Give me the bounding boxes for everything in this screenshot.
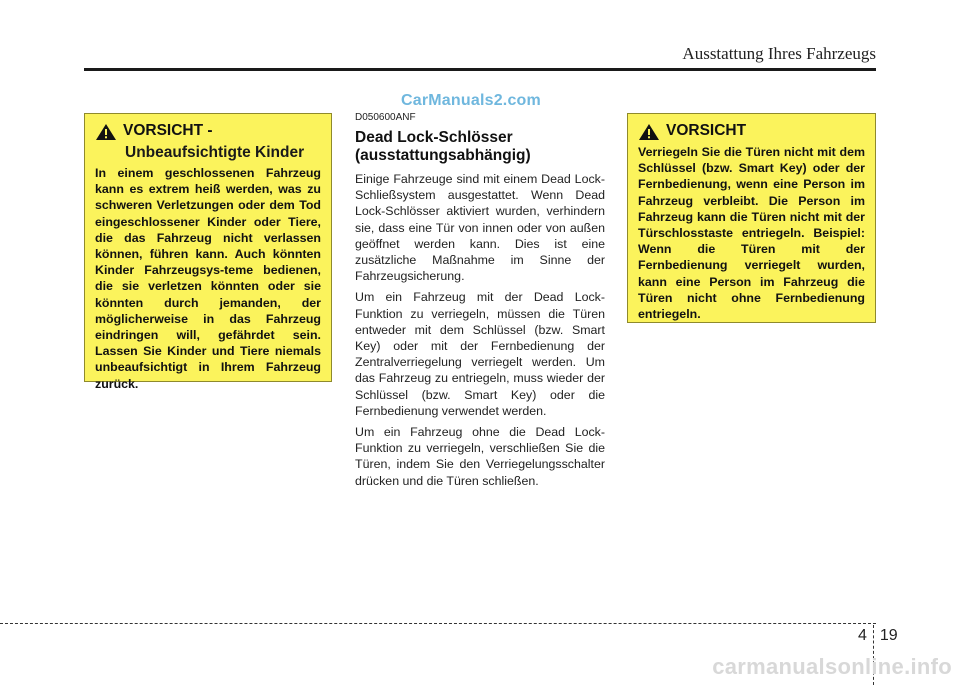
section-paragraph: Um ein Fahrzeug ohne die Dead Lock-Funktion zu verriegeln, verschließen Sie die Türen, indem Sie den Verriegelungsschalter drücken und die Türen schließen.	[355, 425, 605, 488]
caution-body-text: In einem geschlossenen Fahrzeug kann es extrem heiß werden, was zu schweren Verletzungen oder dem Tod eingeschlossener Kinder oder Tiere, die das Fahrzeug nicht verlassen können, führen kann. Auch könnten Kinder Fahrzeugsys-teme bedienen, die sie verletzen könnten oder sie könnten durch jemanden, der möglicherweise in das Fahrzeug eindringen will, gefährdet sein. Lassen Sie Kinder und Tiere niemals unbeaufsichtigt in Ihrem Fahrzeug zurück.	[95, 166, 321, 391]
section-paragraph: Um ein Fahrzeug mit der Dead Lock-Funktion zu verriegeln, müssen die Türen entweder mit dem Schlüssel (bzw. Smart Key) oder mit der Fernbedienung der Zentralverriegelung verriegelt werden. Um das Fahrzeug zu entriegeln, muss wieder der Schlüssel (bzw. Smart Key) oder die Fernbedienung verwendet werden.	[355, 290, 605, 418]
section-code: D050600ANF	[355, 112, 416, 123]
footer-divider	[0, 623, 876, 624]
header-divider	[84, 68, 876, 71]
section-title-line1: Dead Lock-Schlösser	[355, 129, 513, 146]
caution-box-unattended-children	[84, 113, 332, 391]
section-title	[355, 129, 605, 165]
warning-triangle-icon	[638, 123, 660, 141]
section-title-line2: (ausstattungsabhängig)	[355, 147, 531, 164]
caution-body-text: Verriegeln Sie die Türen nicht mit dem Schlüssel (bzw. Smart Key) oder der Fernbedienung, wenn eine Person im Fahrzeug verbleibt. Die Person im Fahrzeug kann die Türen nicht mit der Türschlosstaste entriegeln. Beispiel: Wenn die Türen mit der Fernbedienung verriegelt wurden, kann eine Person im Fahrzeug die Türen nicht ohne Fernbedienung entriegeln.	[638, 145, 865, 322]
chapter-number: 4	[858, 627, 867, 644]
top-watermark: CarManuals2.com	[401, 92, 541, 109]
caution-title: VORSICHT	[666, 122, 747, 139]
section-paragraph: Einige Fahrzeuge sind mit einem Dead Lock-Schließsystem ausgestattet. Wenn Dead Lock-Schlösser aktiviert wurden, verhindern sie, dass eine Tür von innen oder von außen geöffnet werden kann. Dies ist eine zusätzliche Maßnahme im Sinne der Fahrzeugsicherung.	[355, 172, 605, 284]
caution-box-header	[638, 122, 865, 141]
dead-lock-section	[355, 112, 605, 494]
caution-box-locking	[627, 113, 876, 323]
warning-triangle-icon	[95, 123, 117, 141]
page-number-value: 19	[879, 627, 898, 644]
caution-title: VORSICHT -	[123, 122, 213, 139]
bottom-watermark: carmanualsonline.info	[712, 654, 952, 679]
page-header-title: Ausstattung Ihres Fahrzeugs	[682, 44, 876, 63]
caution-box-header	[95, 122, 321, 141]
caution-subtitle: Unbeaufsichtigte Kinder	[125, 144, 305, 161]
